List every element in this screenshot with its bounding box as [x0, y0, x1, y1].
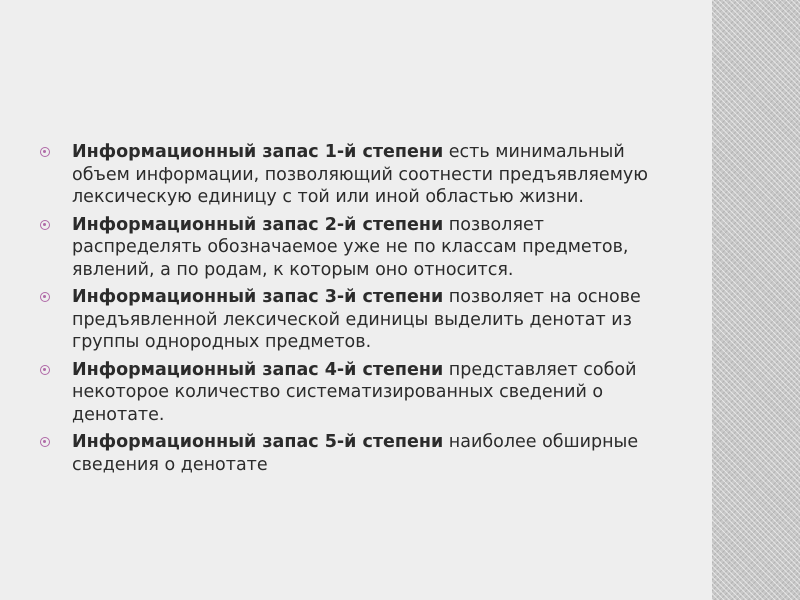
- decorative-stripe: [712, 0, 800, 600]
- bullet-term: Информационный запас 1-й степени: [72, 142, 444, 162]
- bullet-text: есть минимальный объем информации, позволяющий соотнести предъявляемую лексическую единицу с той или иной областью жизни.: [72, 142, 648, 207]
- bullet-circle-icon: [40, 365, 50, 375]
- bullet-text: позволяет распределять обозначаемое уже не по классам предметов, явлений, а по родам, к которым оно относится.: [72, 214, 629, 280]
- list-item: [40, 359, 670, 427]
- list-item: [40, 214, 670, 282]
- bullet-term: Информационный запас 3-й степени: [72, 287, 444, 307]
- list-item: [40, 431, 670, 476]
- list-item: [40, 286, 670, 354]
- bullet-text: представляет собой некоторое количество систематизированных сведений о денотате.: [72, 359, 637, 425]
- bullet-circle-icon: [40, 220, 50, 230]
- bullet-list: [40, 141, 670, 481]
- bullet-term: Информационный запас 2-й степени: [72, 214, 444, 235]
- bullet-circle-icon: [40, 292, 50, 302]
- bullet-circle-icon: [40, 437, 50, 447]
- list-item: [40, 141, 670, 209]
- bullet-term: Информационный запас 5-й степени: [72, 432, 444, 452]
- bullet-text: позволяет на основе предъявленной лексической единицы выделить денотат из группы однородных предметов.: [72, 287, 641, 352]
- bullet-circle-icon: [40, 147, 50, 157]
- bullet-term: Информационный запас 4-й степени: [72, 359, 444, 380]
- bullet-text: наиболее обширные сведения о денотате: [72, 432, 639, 475]
